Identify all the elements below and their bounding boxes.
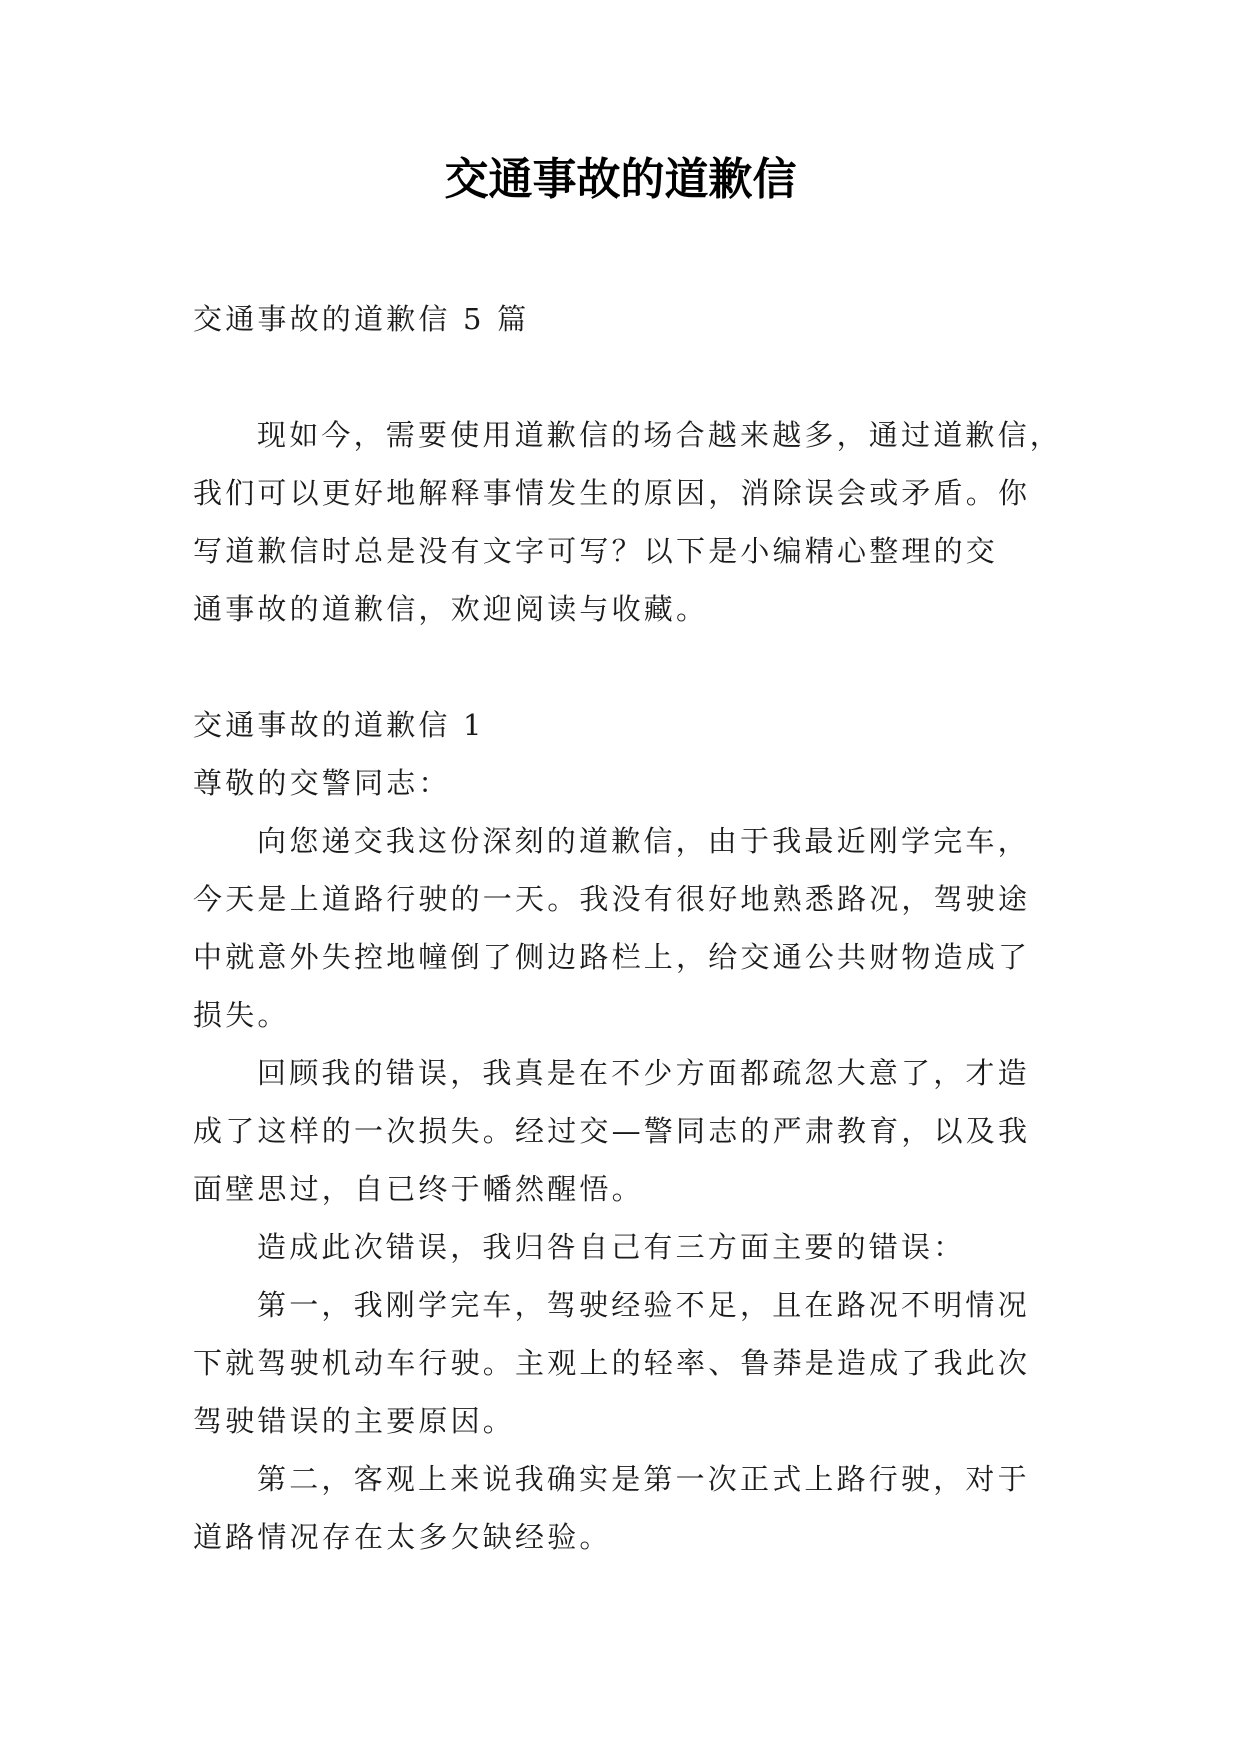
paragraph-line: 今天是上道路行驶的一天。我没有很好地熟悉路况，驾驶途 bbox=[193, 882, 1031, 916]
document-body bbox=[193, 290, 1063, 1566]
intro-line: 现如今，需要使用道歉信的场合越来越多，通过道歉信， bbox=[257, 418, 1063, 452]
paragraph-line: 损失。 bbox=[193, 998, 290, 1032]
document-subtitle: 交通事故的道歉信 5 篇 bbox=[193, 302, 530, 336]
paragraph-line: 成了这样的一次损失。经过交—警同志的严肃教育，以及我 bbox=[193, 1114, 1031, 1148]
spacer bbox=[193, 638, 1053, 696]
paragraph-line: 造成此次错误，我归咎自己有三方面主要的错误： bbox=[257, 1230, 966, 1264]
intro-line: 通事故的道歉信，欢迎阅读与收藏。 bbox=[193, 592, 709, 626]
letter-paragraph bbox=[193, 812, 1053, 1044]
paragraph-line: 驾驶错误的主要原因。 bbox=[193, 1404, 516, 1438]
intro-paragraph bbox=[193, 406, 1063, 638]
letter-heading: 交通事故的道歉信 1 bbox=[193, 708, 485, 742]
paragraph-line: 中就意外失控地幢倒了侧边路栏上，给交通公共财物造成了 bbox=[193, 940, 1031, 974]
spacer bbox=[193, 348, 1053, 406]
intro-line: 我们可以更好地解释事情发生的原因，消除误会或矛盾。你 bbox=[193, 476, 1031, 510]
letter-paragraph bbox=[193, 1276, 1053, 1450]
letter-paragraph bbox=[193, 1218, 1053, 1276]
letter-paragraph bbox=[193, 1450, 1053, 1566]
intro-line: 写道歉信时总是没有文字可写？以下是小编精心整理的交 bbox=[193, 534, 999, 568]
paragraph-line: 面壁思过，自已终于幡然醒悟。 bbox=[193, 1172, 644, 1206]
letter-paragraph bbox=[193, 1044, 1053, 1218]
paragraph-line: 第二，客观上来说我确实是第一次正式上路行驶，对于 bbox=[257, 1462, 1030, 1496]
letter-salutation: 尊敬的交警同志： bbox=[193, 766, 451, 800]
paragraph-line: 回顾我的错误，我真是在不少方面都疏忽大意了，才造 bbox=[257, 1056, 1030, 1090]
paragraph-line: 第一，我刚学完车，驾驶经验不足，且在路况不明情况 bbox=[257, 1288, 1030, 1322]
paragraph-line: 下就驾驶机动车行驶。主观上的轻率、鲁莽是造成了我此次 bbox=[193, 1346, 1031, 1380]
paragraph-line: 道路情况存在太多欠缺经验。 bbox=[193, 1520, 612, 1554]
paragraph-line: 向您递交我这份深刻的道歉信，由于我最近刚学完车， bbox=[257, 824, 1030, 858]
document-title: 交通事故的道歉信 bbox=[444, 154, 797, 205]
